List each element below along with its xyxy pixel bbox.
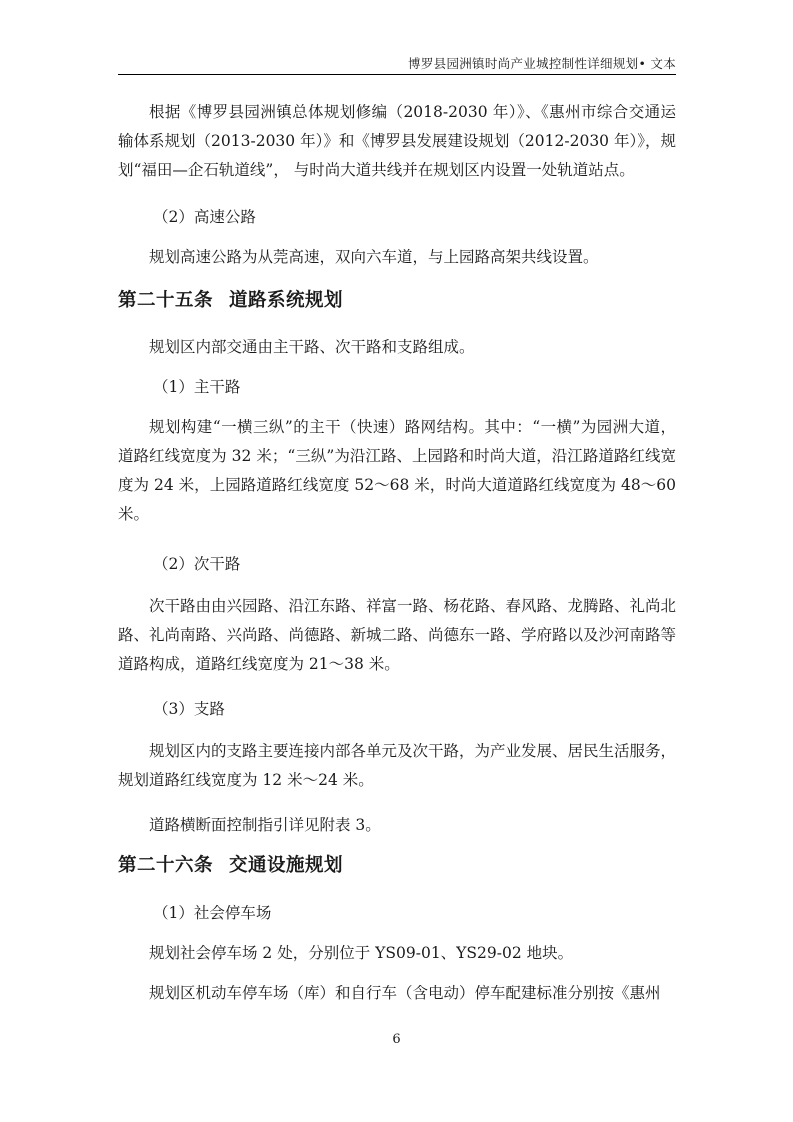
page-number: 6 [392, 1032, 401, 1047]
paragraph-highway: 规划高速公路为从莞高速，双向六车道，与上园路高架共线设置。 [149, 248, 599, 266]
article-26-heading [118, 851, 343, 877]
paragraph-cross-section: 道路横断面控制指引详见附表 3。 [149, 816, 381, 834]
subheading-main-road: （1）主干路 [153, 378, 241, 396]
header-rule [118, 74, 676, 75]
article-title: 交通设施规划 [229, 855, 344, 876]
paragraph-main-road: 规划构建“一横三纵”的主干（快速）路网结构。其中：“一横”为园洲大道，道路红线宽度为 32 米；“三纵”为沿江路、上园路和时尚大道，沿江路道路红线宽度为 24 米，上园路道路红线宽度 52～68 米，时尚大道道路红线宽度为 48～60 米。 [118, 418, 676, 523]
article-25-heading [118, 286, 343, 312]
paragraph-secondary-road: 次干路由由兴园路、沿江东路、祥富一路、杨花路、春风路、龙腾路、礼尚北路、礼尚南路、兴尚路、尚德路、新城二路、尚德东一路、学府路以及沙河南路等道路构成，道路红线宽度为 21～38 米。 [118, 597, 677, 673]
article-number: 第二十六条 [118, 855, 214, 876]
article-title: 道路系统规划 [229, 290, 344, 311]
paragraph-road-composition: 规划区内部交通由主干路、次干路和支路组成。 [149, 338, 475, 356]
running-header: 博罗县园洲镇时尚产业城控制性详细规划• 文本 [408, 56, 676, 71]
subheading-branch-road: （3）支路 [153, 700, 225, 718]
paragraph-public-parking: 规划社会停车场 2 处，分别位于 YS09-01、YS29-02 地块。 [149, 944, 574, 962]
article-number: 第二十五条 [118, 290, 214, 311]
subheading-public-parking: （1）社会停车场 [153, 904, 272, 922]
paragraph-branch-road: 规划区内的支路主要连接内部各单元及次干路，为产业发展、居民生活服务，规划道路红线宽度为 12 米～24 米。 [118, 742, 677, 789]
subheading-highway: （2）高速公路 [153, 208, 256, 226]
subheading-secondary-road: （2）次干路 [153, 555, 241, 573]
paragraph-rail-transit: 根据《博罗县园洲镇总体规划修编（2018-2030 年）》、《惠州市综合交通运输体系规划（2013-2030 年）》和《博罗县发展建设规划（2012-2030 年）》，规划“福田—企石轨道线”， 与时尚大道共线并在规划区内设置一处轨道站点。 [118, 103, 676, 179]
paragraph-parking-standards: 规划区机动车停车场（库）和自行车（含电动）停车配建标准分别按《惠州 [149, 984, 661, 1002]
